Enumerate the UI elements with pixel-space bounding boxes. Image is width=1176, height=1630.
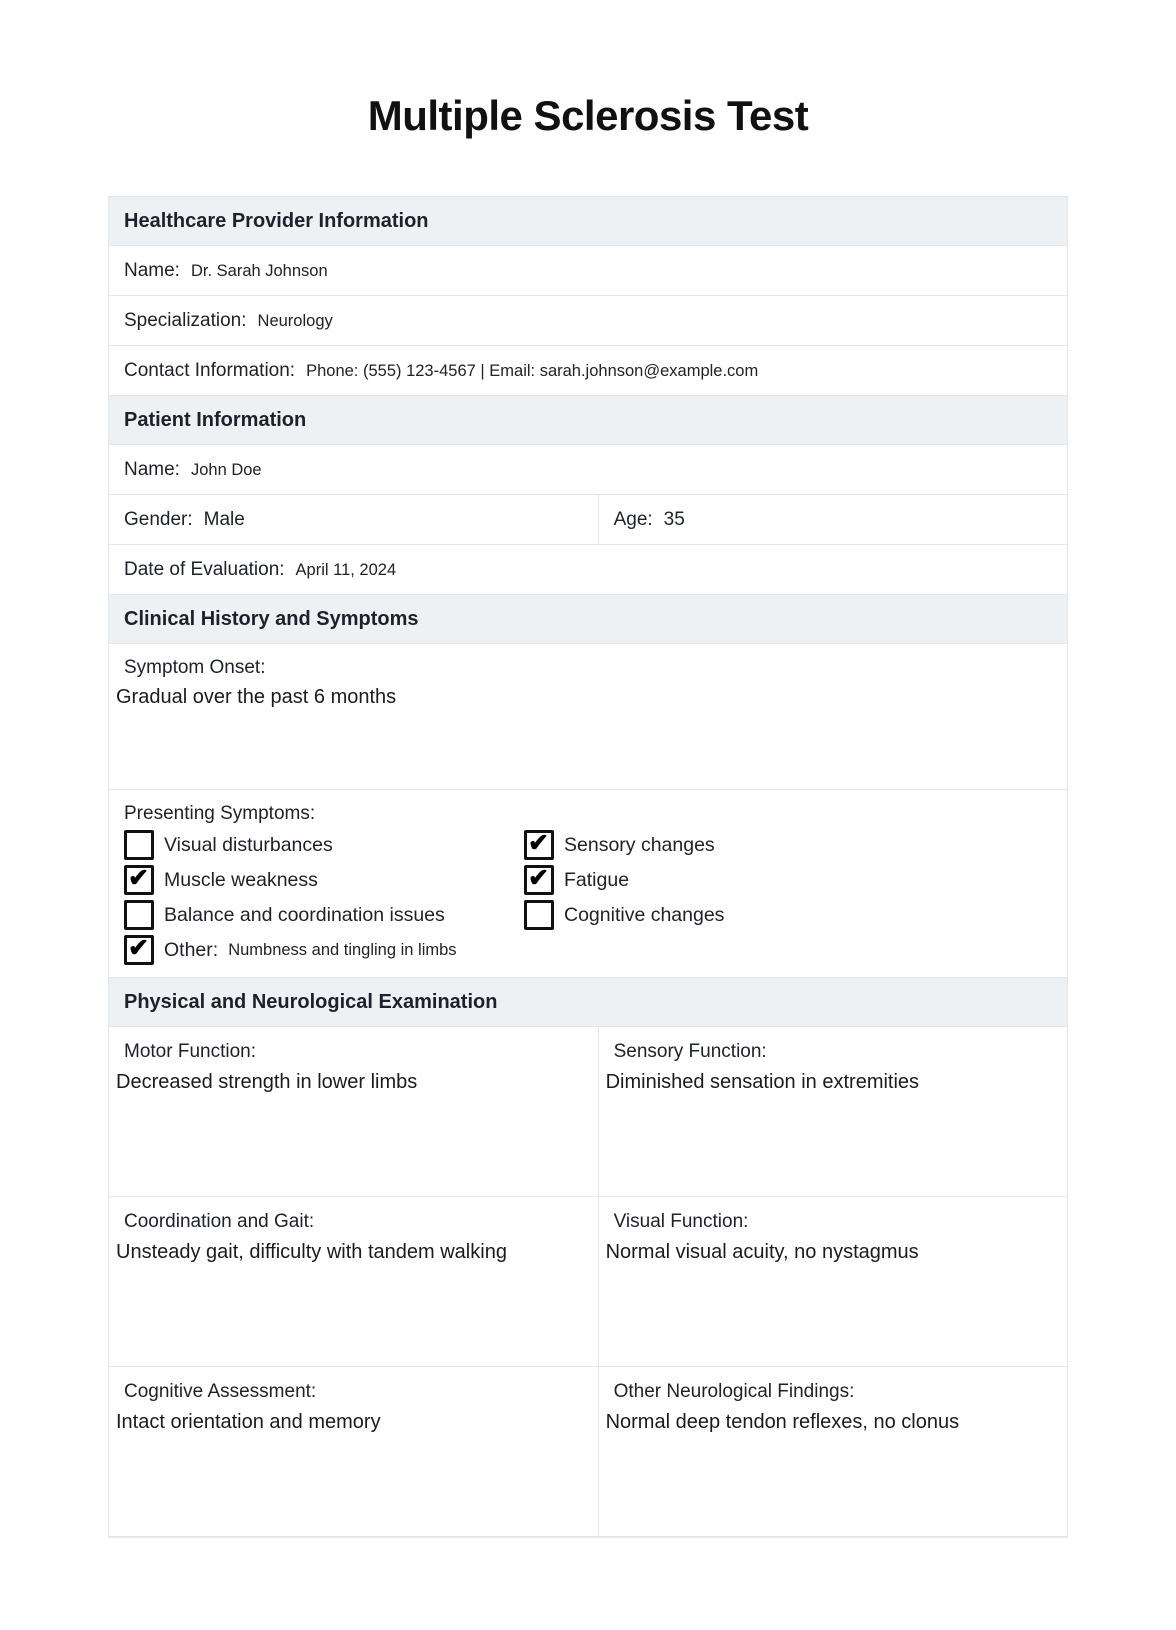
section-header-exam: Physical and Neurological Examination xyxy=(109,978,1067,1027)
symptom-item-balance-coordination xyxy=(124,900,524,930)
evaluation-date-label: Date of Evaluation: xyxy=(124,559,285,580)
gender-label: Gender: xyxy=(124,509,193,530)
provider-name-row xyxy=(109,246,1067,296)
exam-cell-cognitive-assessment xyxy=(109,1367,598,1537)
age-value: 35 xyxy=(663,509,685,530)
symptom-item-other xyxy=(124,935,1051,965)
other-neurological-findings-label: Other Neurological Findings: xyxy=(613,1381,855,1402)
presenting-symptoms-cell xyxy=(109,790,1067,978)
symptom-label: Muscle weakness xyxy=(164,868,318,891)
motor-function-value: Decreased strength in lower limbs xyxy=(116,1071,418,1093)
patient-name-value: John Doe xyxy=(190,461,262,479)
age-label: Age: xyxy=(613,509,653,530)
exam-grid xyxy=(109,1027,1067,1537)
checkbox-fatigue[interactable] xyxy=(524,865,554,895)
age-cell xyxy=(598,495,1067,544)
other-neurological-findings-value: Normal deep tendon reflexes, no clonus xyxy=(605,1411,960,1433)
symptom-item-visual-disturbances xyxy=(124,830,524,860)
symptom-label: Balance and coordination issues xyxy=(164,903,445,926)
exam-cell-coordination-gait xyxy=(109,1197,598,1367)
cognitive-assessment-value: Intact orientation and memory xyxy=(116,1411,381,1433)
evaluation-date-row xyxy=(109,545,1067,595)
provider-contact-row xyxy=(109,346,1067,396)
patient-name-label: Name: xyxy=(124,459,180,480)
symptom-label: Visual disturbances xyxy=(164,833,333,856)
symptom-item-muscle-weakness xyxy=(124,865,524,895)
contact-label: Contact Information: xyxy=(124,360,296,381)
checkbox-sensory-changes[interactable] xyxy=(524,830,554,860)
motor-function-label: Motor Function: xyxy=(124,1041,256,1062)
exam-cell-sensory-function xyxy=(598,1027,1067,1197)
visual-function-label: Visual Function: xyxy=(613,1211,749,1232)
exam-cell-other-neurological-findings xyxy=(598,1367,1067,1537)
patient-name-row xyxy=(109,445,1067,495)
symptom-label: Cognitive changes xyxy=(564,903,725,926)
evaluation-date-value: April 11, 2024 xyxy=(295,561,397,579)
exam-cell-visual-function xyxy=(598,1197,1067,1367)
gender-value: Male xyxy=(203,509,245,530)
provider-name-value: Dr. Sarah Johnson xyxy=(190,262,328,280)
checkbox-cognitive-changes[interactable] xyxy=(524,900,554,930)
other-value: Numbness and tingling in limbs xyxy=(228,940,457,959)
provider-specialization-row xyxy=(109,296,1067,346)
section-header-provider: Healthcare Provider Information xyxy=(109,197,1067,246)
exam-cell-motor-function xyxy=(109,1027,598,1197)
coordination-gait-label: Coordination and Gait: xyxy=(124,1211,315,1232)
symptom-onset-cell xyxy=(109,644,1067,790)
checkbox-muscle-weakness[interactable] xyxy=(124,865,154,895)
symptom-item-sensory-changes xyxy=(524,830,1051,860)
symptom-item-fatigue xyxy=(524,865,1051,895)
specialization-value: Neurology xyxy=(257,312,333,330)
cognitive-assessment-label: Cognitive Assessment: xyxy=(124,1381,317,1402)
gender-age-row xyxy=(109,495,1067,545)
coordination-gait-value: Unsteady gait, difficulty with tandem walking xyxy=(116,1241,507,1263)
visual-function-value: Normal visual acuity, no nystagmus xyxy=(605,1241,919,1263)
sensory-function-label: Sensory Function: xyxy=(613,1041,767,1062)
symptom-label: Fatigue xyxy=(564,868,630,891)
symptom-checkbox-grid xyxy=(124,830,1051,930)
provider-name-label: Name: xyxy=(124,260,180,281)
symptom-onset-label: Symptom Onset: xyxy=(124,657,266,678)
section-header-patient: Patient Information xyxy=(109,396,1067,445)
section-header-clinical: Clinical History and Symptoms xyxy=(109,595,1067,644)
sensory-function-value: Diminished sensation in extremities xyxy=(605,1071,920,1093)
gender-cell xyxy=(109,495,598,544)
presenting-symptoms-label: Presenting Symptoms: xyxy=(124,803,316,824)
contact-value: Phone: (555) 123-4567 | Email: sarah.johnson@example.com xyxy=(306,362,759,380)
symptom-item-cognitive-changes xyxy=(524,900,1051,930)
ms-test-form xyxy=(108,196,1068,1538)
symptom-onset-value: Gradual over the past 6 months xyxy=(116,686,397,708)
checkbox-other[interactable] xyxy=(124,935,154,965)
checkbox-visual-disturbances[interactable] xyxy=(124,830,154,860)
other-label: Other: xyxy=(164,938,219,961)
page-title: Multiple Sclerosis Test xyxy=(367,92,809,139)
checkbox-balance-coordination[interactable] xyxy=(124,900,154,930)
specialization-label: Specialization: xyxy=(124,310,247,331)
symptom-label: Sensory changes xyxy=(564,833,715,856)
